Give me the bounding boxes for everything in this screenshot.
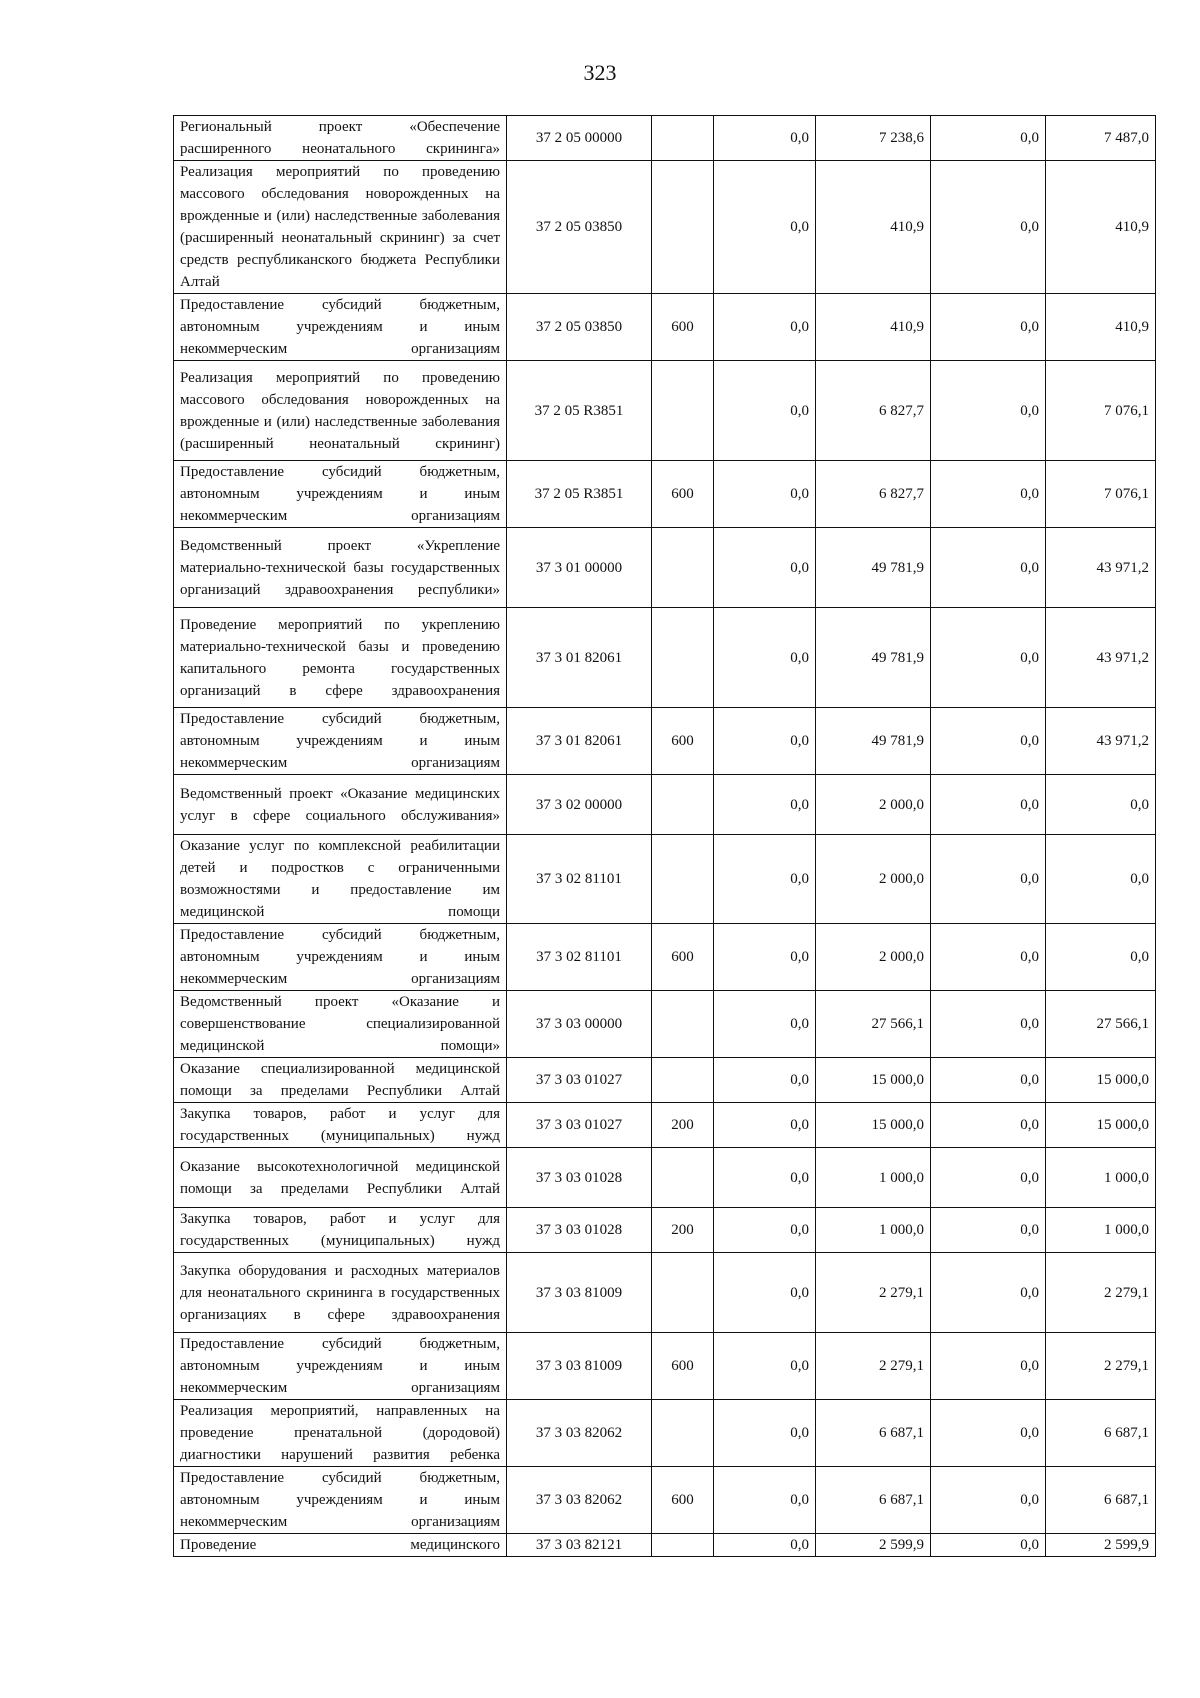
table-row: [174, 835, 1156, 924]
row-value-1: 0,0: [714, 708, 816, 775]
table-row: [174, 991, 1156, 1058]
table-row: [174, 608, 1156, 708]
row-value-4: 1 000,0: [1046, 1148, 1156, 1208]
row-value-3: 0,0: [931, 708, 1046, 775]
row-expense-type: 600: [652, 461, 714, 528]
row-name: Предоставление субсидий бюджетным, автономным учреждениям и иным некоммерческим организациям: [174, 1333, 507, 1400]
row-value-2: 410,9: [816, 161, 931, 294]
row-value-2: 2 279,1: [816, 1333, 931, 1400]
row-name: Проведение медицинского: [174, 1534, 507, 1557]
row-expense-type: 600: [652, 924, 714, 991]
row-value-2: 6 687,1: [816, 1467, 931, 1534]
row-value-4: 43 971,2: [1046, 708, 1156, 775]
row-value-2: 2 599,9: [816, 1534, 931, 1557]
row-expense-type: [652, 528, 714, 608]
row-value-3: 0,0: [931, 361, 1046, 461]
row-name: Оказание услуг по комплексной реабилитации детей и подростков с ограниченными возможностями и предоставление им медицинской помощи: [174, 835, 507, 924]
row-value-4: 1 000,0: [1046, 1208, 1156, 1253]
row-expense-type: 200: [652, 1208, 714, 1253]
row-value-3: 0,0: [931, 991, 1046, 1058]
row-value-3: 0,0: [931, 1333, 1046, 1400]
table-row: [174, 708, 1156, 775]
row-value-2: 6 827,7: [816, 361, 931, 461]
row-value-3: 0,0: [931, 924, 1046, 991]
row-value-2: 410,9: [816, 294, 931, 361]
table-row: [174, 1103, 1156, 1148]
row-name: Оказание специализированной медицинской помощи за пределами Республики Алтай: [174, 1058, 507, 1103]
row-code: 37 2 05 03850: [507, 161, 652, 294]
row-name: Региональный проект «Обеспечение расширенного неонатального скрининга»: [174, 116, 507, 161]
row-value-1: 0,0: [714, 1400, 816, 1467]
row-code: 37 3 03 81009: [507, 1333, 652, 1400]
row-value-1: 0,0: [714, 161, 816, 294]
row-value-4: 0,0: [1046, 835, 1156, 924]
row-value-3: 0,0: [931, 775, 1046, 835]
page-number: 323: [583, 60, 617, 85]
row-expense-type: 600: [652, 294, 714, 361]
row-value-3: 0,0: [931, 1103, 1046, 1148]
row-value-1: 0,0: [714, 1333, 816, 1400]
row-value-2: 6 687,1: [816, 1400, 931, 1467]
row-code: 37 3 02 81101: [507, 924, 652, 991]
row-code: 37 3 03 81009: [507, 1253, 652, 1333]
row-expense-type: 600: [652, 1333, 714, 1400]
row-value-2: 7 238,6: [816, 116, 931, 161]
row-expense-type: [652, 1058, 714, 1103]
row-value-3: 0,0: [931, 1400, 1046, 1467]
row-value-4: 7 076,1: [1046, 461, 1156, 528]
table-row: [174, 461, 1156, 528]
row-code: 37 3 03 82062: [507, 1400, 652, 1467]
row-value-1: 0,0: [714, 528, 816, 608]
row-value-3: 0,0: [931, 1534, 1046, 1557]
row-name: Ведомственный проект «Оказание медицинских услуг в сфере социального обслуживания»: [174, 775, 507, 835]
row-expense-type: 600: [652, 708, 714, 775]
row-expense-type: [652, 1253, 714, 1333]
row-name: Предоставление субсидий бюджетным, автономным учреждениям и иным некоммерческим организациям: [174, 461, 507, 528]
table-row: [174, 1333, 1156, 1400]
row-name: Предоставление субсидий бюджетным, автономным учреждениям и иным некоммерческим организациям: [174, 924, 507, 991]
row-value-4: 2 279,1: [1046, 1253, 1156, 1333]
row-value-1: 0,0: [714, 1103, 816, 1148]
row-code: 37 3 03 01027: [507, 1058, 652, 1103]
row-value-3: 0,0: [931, 161, 1046, 294]
row-value-2: 49 781,9: [816, 528, 931, 608]
row-value-3: 0,0: [931, 294, 1046, 361]
row-value-1: 0,0: [714, 608, 816, 708]
row-value-3: 0,0: [931, 528, 1046, 608]
row-code: 37 3 01 82061: [507, 708, 652, 775]
row-value-4: 7 487,0: [1046, 116, 1156, 161]
row-value-1: 0,0: [714, 1534, 816, 1557]
row-code: 37 2 05 03850: [507, 294, 652, 361]
row-code: 37 3 01 82061: [507, 608, 652, 708]
row-code: 37 3 02 00000: [507, 775, 652, 835]
row-value-2: 2 000,0: [816, 924, 931, 991]
row-value-2: 1 000,0: [816, 1148, 931, 1208]
table-row: [174, 161, 1156, 294]
row-value-2: 49 781,9: [816, 708, 931, 775]
row-expense-type: 200: [652, 1103, 714, 1148]
row-expense-type: [652, 991, 714, 1058]
row-expense-type: [652, 161, 714, 294]
row-expense-type: [652, 835, 714, 924]
row-code: 37 2 05 00000: [507, 116, 652, 161]
row-value-2: 49 781,9: [816, 608, 931, 708]
row-value-4: 410,9: [1046, 161, 1156, 294]
table-row: [174, 294, 1156, 361]
row-name: Проведение мероприятий по укреплению материально-технической базы и проведению капитального ремонта государственных организаций в сфере здравоохранения: [174, 608, 507, 708]
table-row: [174, 528, 1156, 608]
row-value-3: 0,0: [931, 1058, 1046, 1103]
row-value-4: 410,9: [1046, 294, 1156, 361]
row-value-3: 0,0: [931, 1208, 1046, 1253]
row-value-3: 0,0: [931, 1148, 1046, 1208]
row-value-4: 0,0: [1046, 924, 1156, 991]
row-name: Предоставление субсидий бюджетным, автономным учреждениям и иным некоммерческим организациям: [174, 294, 507, 361]
table-row: [174, 775, 1156, 835]
table-row: [174, 924, 1156, 991]
row-value-2: 2 000,0: [816, 775, 931, 835]
table-row: [174, 116, 1156, 161]
row-value-1: 0,0: [714, 1253, 816, 1333]
row-value-2: 2 279,1: [816, 1253, 931, 1333]
row-name: Предоставление субсидий бюджетным, автономным учреждениям и иным некоммерческим организациям: [174, 708, 507, 775]
row-expense-type: [652, 608, 714, 708]
row-value-2: 15 000,0: [816, 1103, 931, 1148]
row-name: Реализация мероприятий, направленных на проведение пренатальной (дородовой) диагностики нарушений развития ребенка: [174, 1400, 507, 1467]
row-code: 37 3 03 01027: [507, 1103, 652, 1148]
row-expense-type: 600: [652, 1467, 714, 1534]
row-expense-type: [652, 116, 714, 161]
row-value-1: 0,0: [714, 991, 816, 1058]
table-row: [174, 1534, 1156, 1557]
row-expense-type: [652, 1534, 714, 1557]
row-expense-type: [652, 1148, 714, 1208]
row-value-1: 0,0: [714, 361, 816, 461]
row-value-1: 0,0: [714, 1058, 816, 1103]
row-value-3: 0,0: [931, 608, 1046, 708]
row-code: 37 3 02 81101: [507, 835, 652, 924]
table-row: [174, 1058, 1156, 1103]
row-value-4: 43 971,2: [1046, 528, 1156, 608]
row-value-2: 1 000,0: [816, 1208, 931, 1253]
row-name: Закупка товаров, работ и услуг для государственных (муниципальных) нужд: [174, 1103, 507, 1148]
row-expense-type: [652, 775, 714, 835]
row-value-1: 0,0: [714, 1467, 816, 1534]
row-value-1: 0,0: [714, 924, 816, 991]
budget-table-body: [174, 116, 1156, 1557]
budget-table: [173, 115, 1156, 1557]
row-value-3: 0,0: [931, 1253, 1046, 1333]
row-value-3: 0,0: [931, 835, 1046, 924]
table-row: [174, 1400, 1156, 1467]
table-row: [174, 1253, 1156, 1333]
row-value-2: 27 566,1: [816, 991, 931, 1058]
row-code: 37 2 05 R3851: [507, 361, 652, 461]
row-code: 37 3 03 82062: [507, 1467, 652, 1534]
row-name: Ведомственный проект «Оказание и совершенствование специализированной медицинской помощи»: [174, 991, 507, 1058]
row-value-4: 7 076,1: [1046, 361, 1156, 461]
row-value-4: 6 687,1: [1046, 1467, 1156, 1534]
row-value-4: 6 687,1: [1046, 1400, 1156, 1467]
row-name: Реализация мероприятий по проведению массового обследования новорожденных на врожденные и (или) наследственные заболевания (расширенный неонатальный скрининг): [174, 361, 507, 461]
row-value-3: 0,0: [931, 1467, 1046, 1534]
row-value-2: 2 000,0: [816, 835, 931, 924]
row-value-4: 27 566,1: [1046, 991, 1156, 1058]
row-name: Ведомственный проект «Укрепление материально-технической базы государственных организаций здравоохранения республики»: [174, 528, 507, 608]
row-value-4: 15 000,0: [1046, 1058, 1156, 1103]
row-value-1: 0,0: [714, 835, 816, 924]
row-value-1: 0,0: [714, 461, 816, 528]
row-code: 37 3 03 01028: [507, 1148, 652, 1208]
row-code: 37 3 03 01028: [507, 1208, 652, 1253]
row-value-4: 0,0: [1046, 775, 1156, 835]
row-code: 37 3 03 82121: [507, 1534, 652, 1557]
row-name: Оказание высокотехнологичной медицинской помощи за пределами Республики Алтай: [174, 1148, 507, 1208]
row-value-2: 6 827,7: [816, 461, 931, 528]
row-value-3: 0,0: [931, 461, 1046, 528]
row-value-3: 0,0: [931, 116, 1046, 161]
row-value-1: 0,0: [714, 775, 816, 835]
row-value-1: 0,0: [714, 116, 816, 161]
row-value-4: 15 000,0: [1046, 1103, 1156, 1148]
row-expense-type: [652, 1400, 714, 1467]
row-code: 37 3 01 00000: [507, 528, 652, 608]
row-value-1: 0,0: [714, 294, 816, 361]
table-row: [174, 361, 1156, 461]
table-row: [174, 1208, 1156, 1253]
row-name: Реализация мероприятий по проведению массового обследования новорожденных на врожденные и (или) наследственные заболевания (расширенный неонатальный скрининг) за счет средств республиканского бюджета Республики Алтай: [174, 161, 507, 294]
row-value-4: 2 279,1: [1046, 1333, 1156, 1400]
row-code: 37 2 05 R3851: [507, 461, 652, 528]
row-value-2: 15 000,0: [816, 1058, 931, 1103]
row-name: Предоставление субсидий бюджетным, автономным учреждениям и иным некоммерческим организациям: [174, 1467, 507, 1534]
row-code: 37 3 03 00000: [507, 991, 652, 1058]
table-row: [174, 1467, 1156, 1534]
row-value-4: 43 971,2: [1046, 608, 1156, 708]
table-row: [174, 1148, 1156, 1208]
row-name: Закупка оборудования и расходных материалов для неонатального скрининга в государственных организациях в сфере здравоохранения: [174, 1253, 507, 1333]
row-expense-type: [652, 361, 714, 461]
row-value-1: 0,0: [714, 1148, 816, 1208]
row-value-4: 2 599,9: [1046, 1534, 1156, 1557]
row-name: Закупка товаров, работ и услуг для государственных (муниципальных) нужд: [174, 1208, 507, 1253]
row-value-1: 0,0: [714, 1208, 816, 1253]
